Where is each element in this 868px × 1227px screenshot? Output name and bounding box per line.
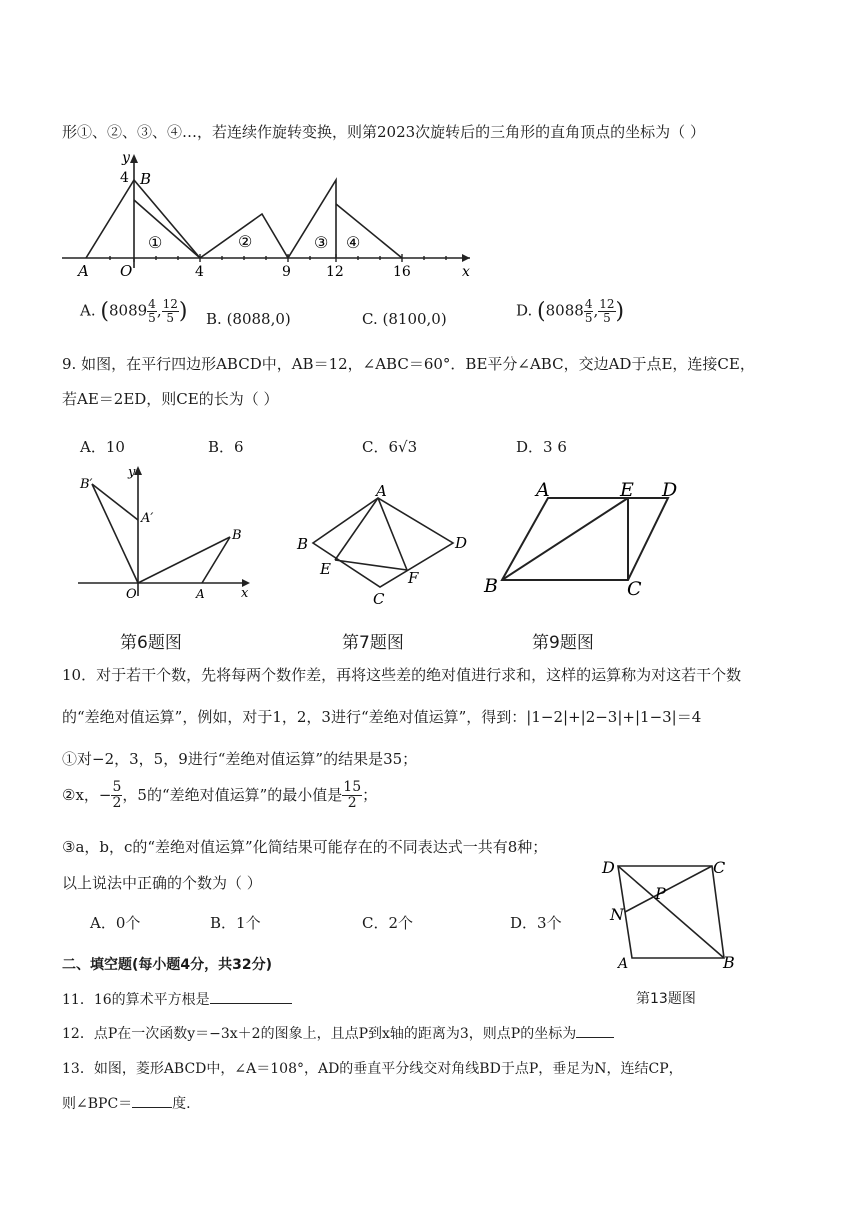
q8-option-d[interactable]: D. (8088 $\frac{4}{5}$ , $\frac{12}{5}$ )	[516, 297, 625, 326]
fig7-c: C	[373, 590, 385, 608]
fig6-x: x	[241, 586, 249, 601]
section2-title: 二、填空题(每小题4分，共32分)	[62, 957, 273, 973]
q13-answer-blank[interactable]	[132, 1107, 172, 1108]
q9-option-b[interactable]: B．6	[208, 438, 244, 456]
fig13-p: P	[655, 884, 666, 903]
q8-circle-3: ③	[314, 233, 329, 252]
q8-stem: 形①、②、③、④…，若连续作旋转变换，则第2023次旋转后的三角形的直角顶点的坐标为（ ）	[62, 123, 705, 141]
q11-text: 11．16的算术平方根是	[62, 993, 292, 1007]
q8-x-tick-9: 9	[282, 264, 291, 280]
q8-option-b[interactable]: B. (8088,0)	[206, 310, 291, 328]
q10-option-d[interactable]: D．3个	[510, 914, 562, 932]
fig13-c: C	[713, 858, 726, 877]
fig9-d: D	[662, 479, 678, 501]
q8-x-tick-16: 16	[393, 264, 411, 280]
q10-item1: ①对−2，3，5，9进行“差绝对值运算”的结果是35；	[62, 750, 418, 768]
q9-line1: 9. 如图，在平行四边形ABCD中，AB＝12，∠ABC＝60°．BE平分∠ABC，交边AD于点E，连接CE，	[62, 355, 755, 373]
q8-x-label: x	[462, 264, 470, 280]
fig9-b: B	[484, 575, 498, 597]
fig7-f: F	[408, 569, 419, 587]
q13-line2: 则∠BPC＝ 度.	[62, 1096, 191, 1112]
q8-y-tick: 4	[120, 170, 129, 186]
fig13-b: B	[723, 953, 735, 972]
q8-option-c[interactable]: C. (8100,0)	[362, 310, 447, 328]
fig7-e: E	[320, 560, 331, 578]
fig6-caption: 第6题图	[120, 633, 182, 653]
q10-line1: 10．对于若干个数，先将每两个数作差，再将这些差的绝对值进行求和，这样的运算称为对这若干个数	[62, 666, 742, 684]
q10-item2: ②x，− $\frac{5}{2}$ ，5的“差绝对值运算”的最小值是 $\frac{15}{2}$ ；	[62, 779, 378, 812]
fig6-a: A	[196, 587, 205, 601]
q10-option-b[interactable]: B．1个	[210, 914, 261, 932]
fig6-y: y	[128, 465, 136, 480]
q8-label-b: B	[140, 170, 152, 188]
fig6-a-prime: A′	[141, 511, 154, 526]
fig7-a: A	[376, 482, 387, 500]
q8-origin: O	[120, 262, 133, 280]
fig7-caption: 第7题图	[342, 633, 404, 653]
q10-option-c[interactable]: C．2个	[362, 914, 414, 932]
q9-option-d[interactable]: D．3 6	[516, 438, 567, 456]
q13-line1: 13．如图，菱形ABCD中，∠A＝108°，AD的垂直平分线交对角线BD于点P，垂足为N，连结CP，	[62, 1061, 683, 1077]
fig7-d: D	[455, 534, 468, 552]
q11-answer-blank[interactable]	[210, 1003, 292, 1004]
q8-circle-1: ①	[148, 233, 163, 252]
q10-question: 以上说法中正确的个数为（ ）	[62, 874, 262, 892]
q8-option-a[interactable]: A. (8089 $\frac{4}{5}$ , $\frac{12}{5}$ )	[80, 297, 188, 326]
fig9-e: E	[620, 479, 634, 501]
fig13-caption: 第13题图	[636, 991, 696, 1007]
q10-line2: 的“差绝对值运算”，例如，对于1，2，3进行“差绝对值运算”，得到：|1−2|+|2−3|+|1−3|＝4	[62, 708, 702, 726]
q10-item3: ③a，b，c的“差绝对值运算”化简结果可能存在的不同表达式一共有8种；	[62, 838, 548, 856]
fig13-n: N	[610, 905, 624, 924]
q8-label-a: A	[78, 262, 89, 280]
fig7-b: B	[297, 535, 309, 553]
fig9-c: C	[627, 578, 642, 600]
fig13-d: D	[602, 858, 615, 877]
q9-line2: 若AE＝2ED，则CE的长为（ ）	[62, 390, 279, 408]
q8-y-label: y	[122, 150, 130, 166]
fig9-caption: 第9题图	[532, 633, 594, 653]
q9-option-c[interactable]: C．6√3	[362, 438, 418, 456]
q9-option-a[interactable]: A．10	[80, 438, 125, 456]
q8-x-tick-12: 12	[326, 264, 344, 280]
q8-circle-4: ④	[346, 233, 361, 252]
fig6-b-prime: B′	[80, 477, 93, 492]
q12-answer-blank[interactable]	[576, 1037, 614, 1038]
fig6-o: O	[126, 587, 137, 602]
fig9-a: A	[536, 479, 550, 501]
q10-option-a[interactable]: A．0个	[90, 914, 141, 932]
fig6-b: B	[232, 528, 242, 543]
q8-circle-2: ②	[238, 232, 253, 251]
q8-x-tick-4: 4	[195, 264, 204, 280]
q12-text: 12．点P在一次函数y＝−3x＋2的图象上，且点P到x轴的距离为3，则点P的坐标为	[62, 1027, 614, 1041]
fig13-a: A	[618, 956, 629, 972]
